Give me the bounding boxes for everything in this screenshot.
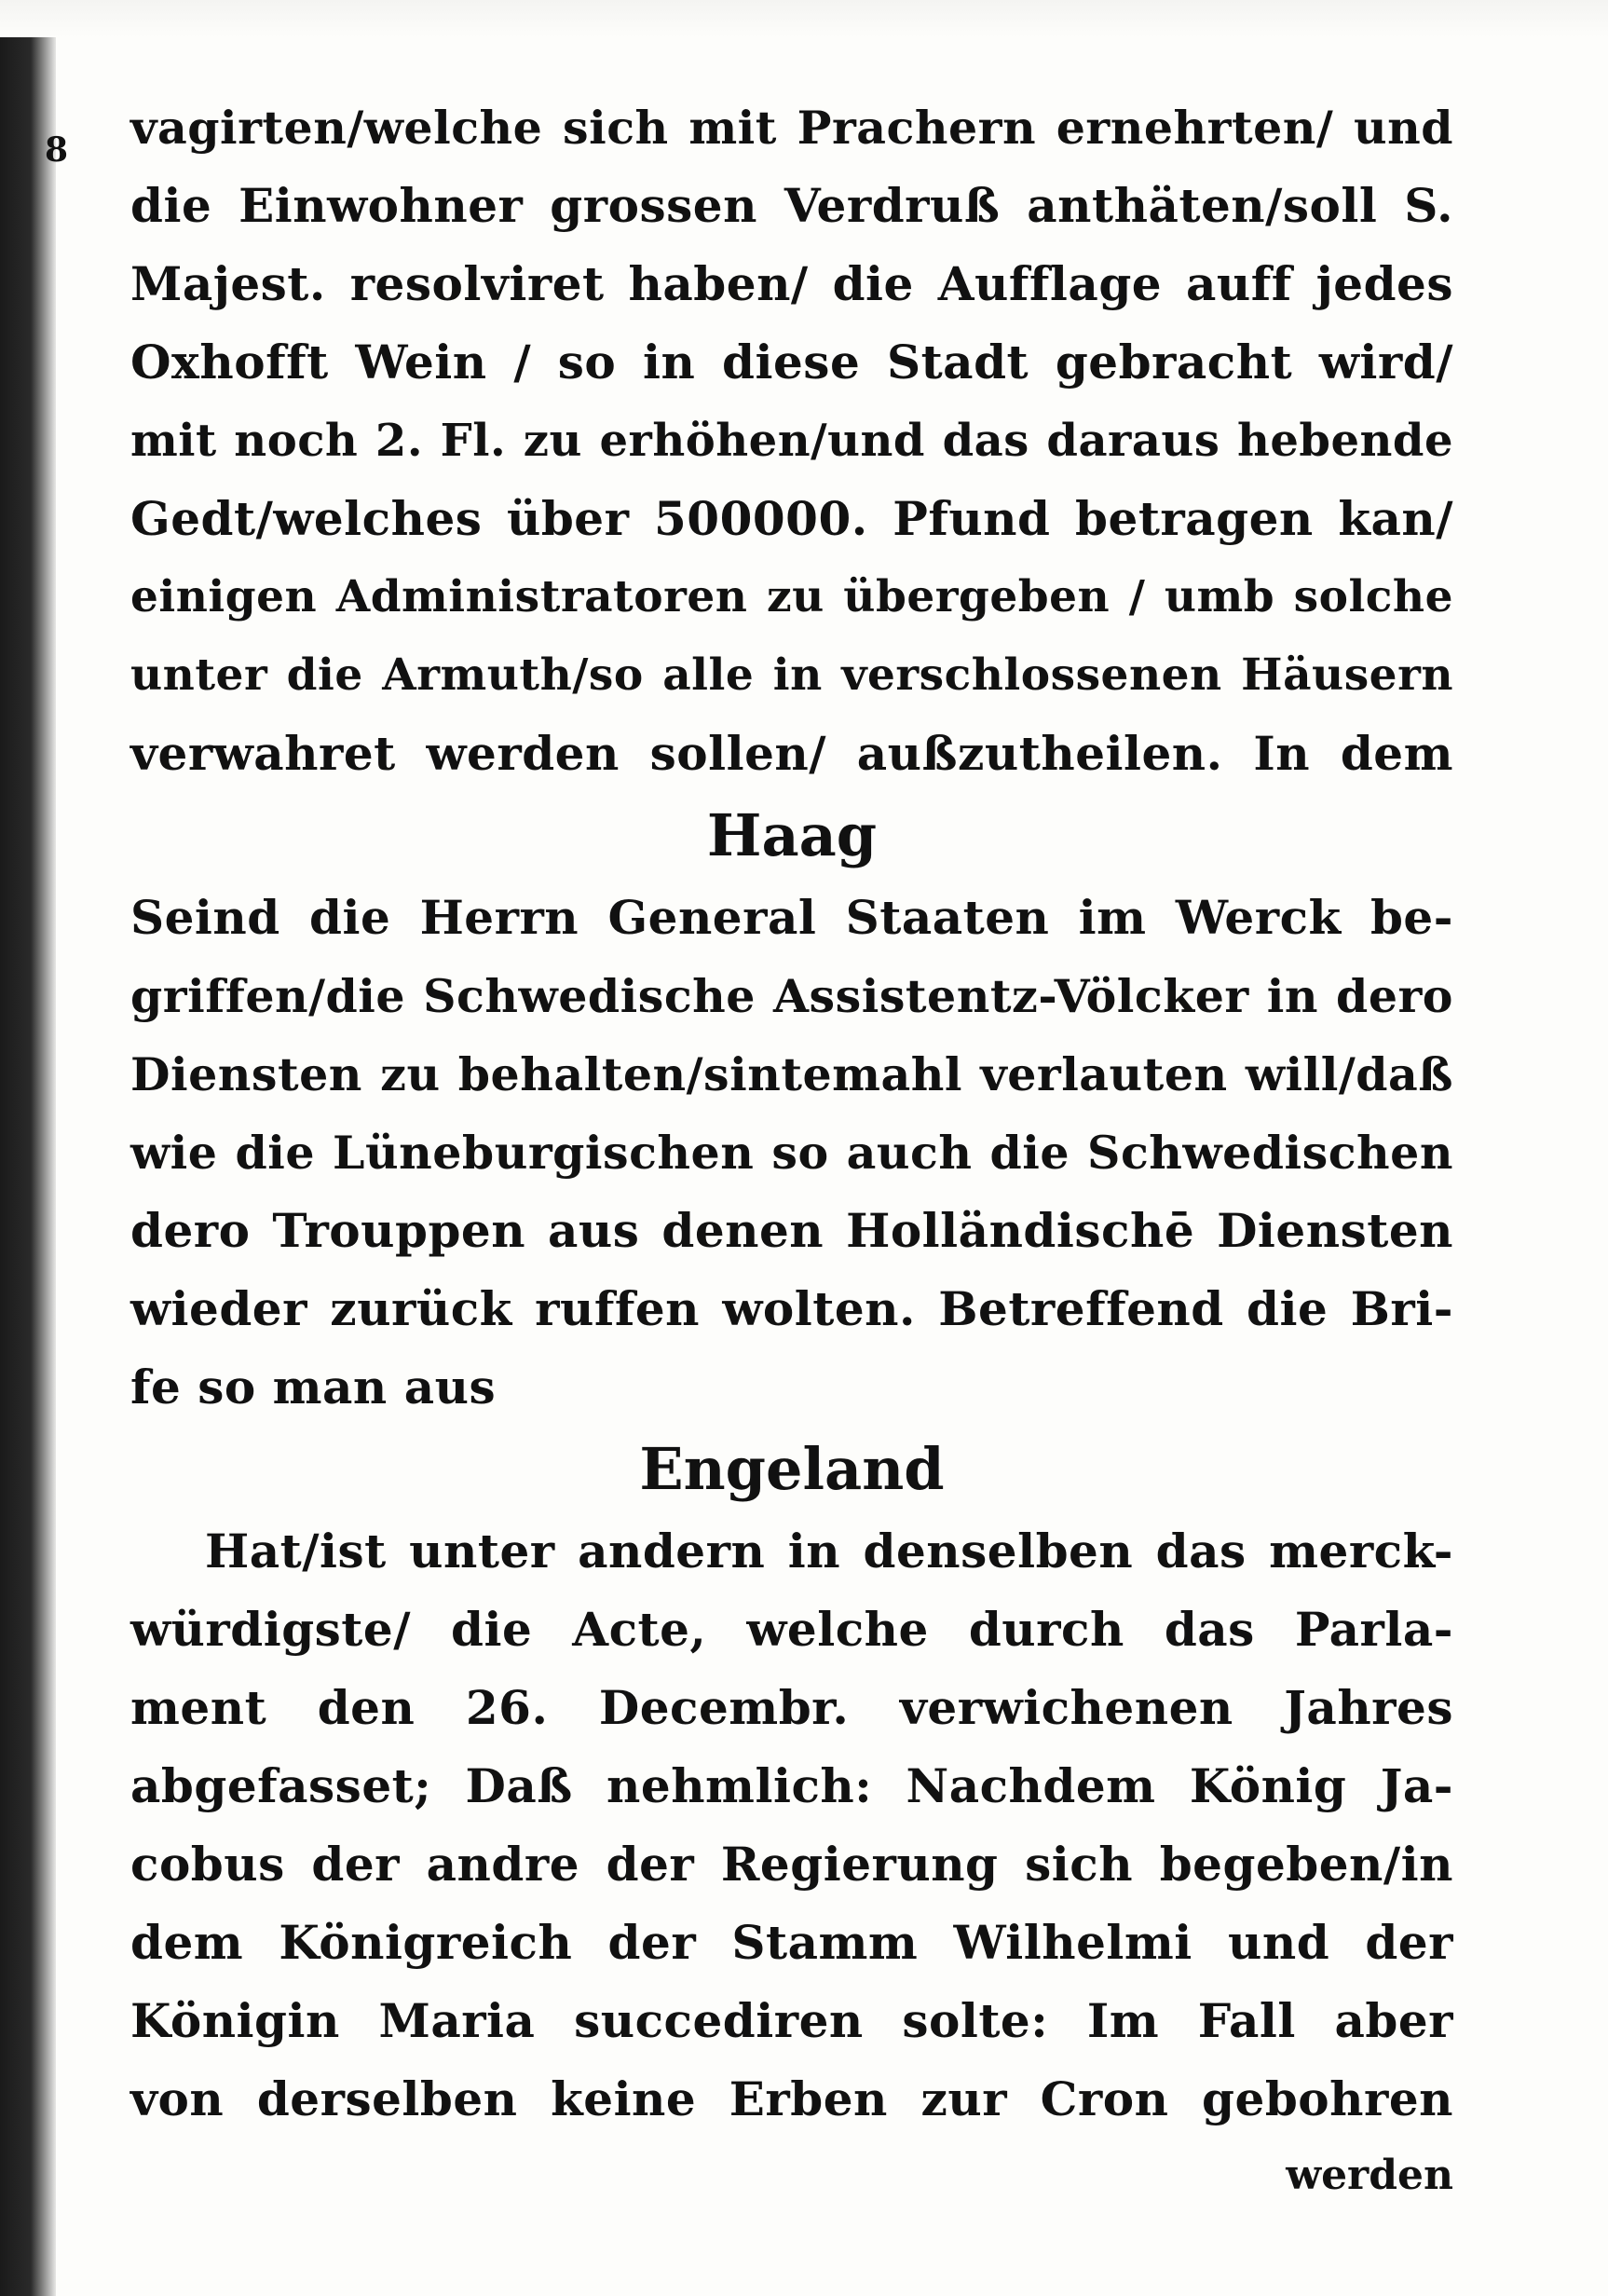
marginal-mark: 8 <box>45 130 69 170</box>
text-line: dem Königreich der Stamm Wilhelmi und der <box>130 1915 1453 1970</box>
text-line: von derselben keine Erben zur Cron gebohren <box>130 2071 1453 2126</box>
text-line: wieder zurück ruffen wolten. Betreffend die Bri- <box>130 1281 1453 1336</box>
text-line: dero Trouppen aus denen Holländischē Diensten <box>130 1203 1453 1258</box>
scan-edge-shadow <box>0 0 56 2296</box>
paragraph-3 <box>130 1512 1453 2139</box>
text-line: vagirten/welche sich mit Prachern ernehrten/ und <box>130 101 1453 155</box>
text-block <box>130 89 1453 2213</box>
text-line: Majest. resolviret haben/ die Aufflage auff jedes <box>130 256 1453 311</box>
text-line: Oxhofft Wein / so in diese Stadt gebracht wird/ <box>130 335 1453 390</box>
text-line: die Einwohner grossen Verdruß anthäten/soll S. <box>130 178 1453 233</box>
section-heading-haag: Haag <box>706 801 878 869</box>
section-heading-engeland: Engeland <box>639 1435 945 1503</box>
text-line: fe so man aus <box>130 1360 497 1414</box>
text-line: wie die Lüneburgischen so auch die Schwedischen <box>130 1126 1453 1180</box>
text-line: verwahret werden sollen/ außzutheilen. In dem <box>130 726 1453 781</box>
text-line: Seind die Herrn General Staaten im Werck be- <box>130 890 1453 945</box>
text-line: griffen/die Schwedische Assistentz-Völcker in dero <box>130 969 1453 1023</box>
paragraph-1 <box>130 89 1453 793</box>
paragraph-2 <box>130 879 1453 1427</box>
catchword: werden <box>1286 2152 1453 2199</box>
text-line: Hat/ist unter andern in denselben das merck- <box>205 1524 1453 1578</box>
text-line: cobus der andre der Regierung sich begeben/in <box>130 1837 1453 1892</box>
text-line: einigen Administratoren zu übergeben / umb solche <box>130 571 1453 622</box>
text-line: abgefasset; Daß nehmlich: Nachdem König Ja- <box>130 1758 1453 1813</box>
text-line: Königin Maria succediren solte: Im Fall aber <box>130 1993 1453 2048</box>
text-line: Diensten zu behalten/sintemahl verlauten will/daß <box>130 1047 1453 1101</box>
text-line: ment den 26. Decembr. verwichenen Jahres <box>130 1680 1453 1735</box>
text-line: würdigste/ die Acte, welche durch das Parla- <box>130 1602 1453 1657</box>
text-line: Gedt/welches über 500000. Pfund betragen kan/ <box>130 491 1453 546</box>
text-line: unter die Armuth/so alle in verschlossenen Häusern <box>130 649 1453 701</box>
text-line: mit noch 2. Fl. zu erhöhen/und das daraus hebende <box>130 415 1453 467</box>
scan-top-edge <box>0 0 1608 37</box>
